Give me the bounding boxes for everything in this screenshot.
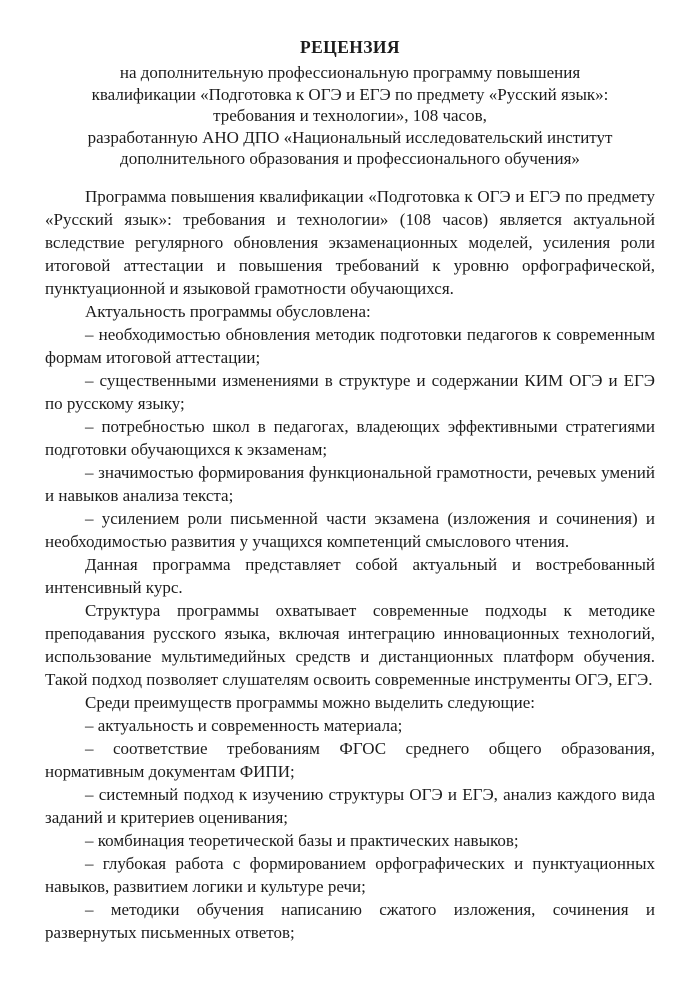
body-paragraph: Структура программы охватывает современные подходы к методике преподавания русского языка, включая интеграцию инновационных технологий, использование мультимедийных средств и дистанционных платформ обучения. Такой подход позволяет слушателям освоить современные инструменты ОГЭ, ЕГЭ. bbox=[45, 600, 655, 689]
bullet-item: – актуальность и современность материала; bbox=[85, 715, 403, 735]
bullet-item: – потребностью школ в педагогах, владеющих эффективными стратегиями подготовки обучающихся к экзаменам; bbox=[45, 416, 655, 459]
subtitle-line: разработанную АНО ДПО «Национальный исследовательский институт bbox=[87, 127, 613, 147]
bullet-item: – соответствие требованиям ФГОС среднего общего образования, нормативным документам ФИПИ; bbox=[45, 738, 655, 781]
bullet-item: – методики обучения написанию сжатого изложения, сочинения и развернутых письменных ответов; bbox=[45, 899, 655, 942]
bullet-item: – системный подход к изучению структуры ОГЭ и ЕГЭ, анализ каждого вида заданий и критериев оценивания; bbox=[45, 784, 655, 827]
body-paragraph: Актуальность программы обусловлена: bbox=[85, 301, 371, 321]
body-paragraph: Данная программа представляет собой актуальный и востребованный интенсивный курс. bbox=[45, 554, 655, 597]
subtitle-line: требования и технологии», 108 часов, bbox=[213, 106, 487, 125]
subtitle-line: квалификации «Подготовка к ОГЭ и ЕГЭ по предмету «Русский язык»: bbox=[91, 84, 609, 104]
bullet-item: – комбинация теоретической базы и практических навыков; bbox=[85, 830, 519, 850]
subtitle-line: на дополнительную профессиональную программу повышения bbox=[119, 63, 581, 82]
body-paragraph: Среди преимуществ программы можно выделить следующие: bbox=[85, 692, 536, 712]
bullet-item: – существенными изменениями в структуре и содержании КИМ ОГЭ и ЕГЭ по русскому языку; bbox=[45, 370, 655, 413]
bullet-item: – необходимостью обновления методик подготовки педагогов к современным формам итоговой аттестации; bbox=[45, 324, 655, 367]
bullet-item: – усилением роли письменной части экзамена (изложения и сочинения) и необходимостью развития у учащихся компетенций смыслового чтения. bbox=[45, 508, 655, 551]
subtitle-line: дополнительного образования и профессионального обучения» bbox=[120, 149, 580, 168]
bullet-item: – значимостью формирования функциональной грамотности, речевых умений и навыков анализа текста; bbox=[45, 462, 655, 505]
document-subtitle bbox=[45, 62, 655, 170]
body-paragraph: Программа повышения квалификации «Подготовка к ОГЭ и ЕГЭ по предмету «Русский язык»: требования и технологии» (108 часов) является актуальной вследствие регулярного обновления экзаменационных моделей, усиления роли итоговой аттестации и повышения требований к уровню орфографической, пунктуационной и языковой грамотности обучающихся. bbox=[45, 186, 655, 298]
document-body bbox=[45, 185, 655, 944]
document-title: РЕЦЕНЗИЯ bbox=[300, 37, 400, 57]
bullet-item: – глубокая работа с формированием орфографических и пунктуационных навыков, развитием логики и культуре речи; bbox=[45, 853, 655, 896]
